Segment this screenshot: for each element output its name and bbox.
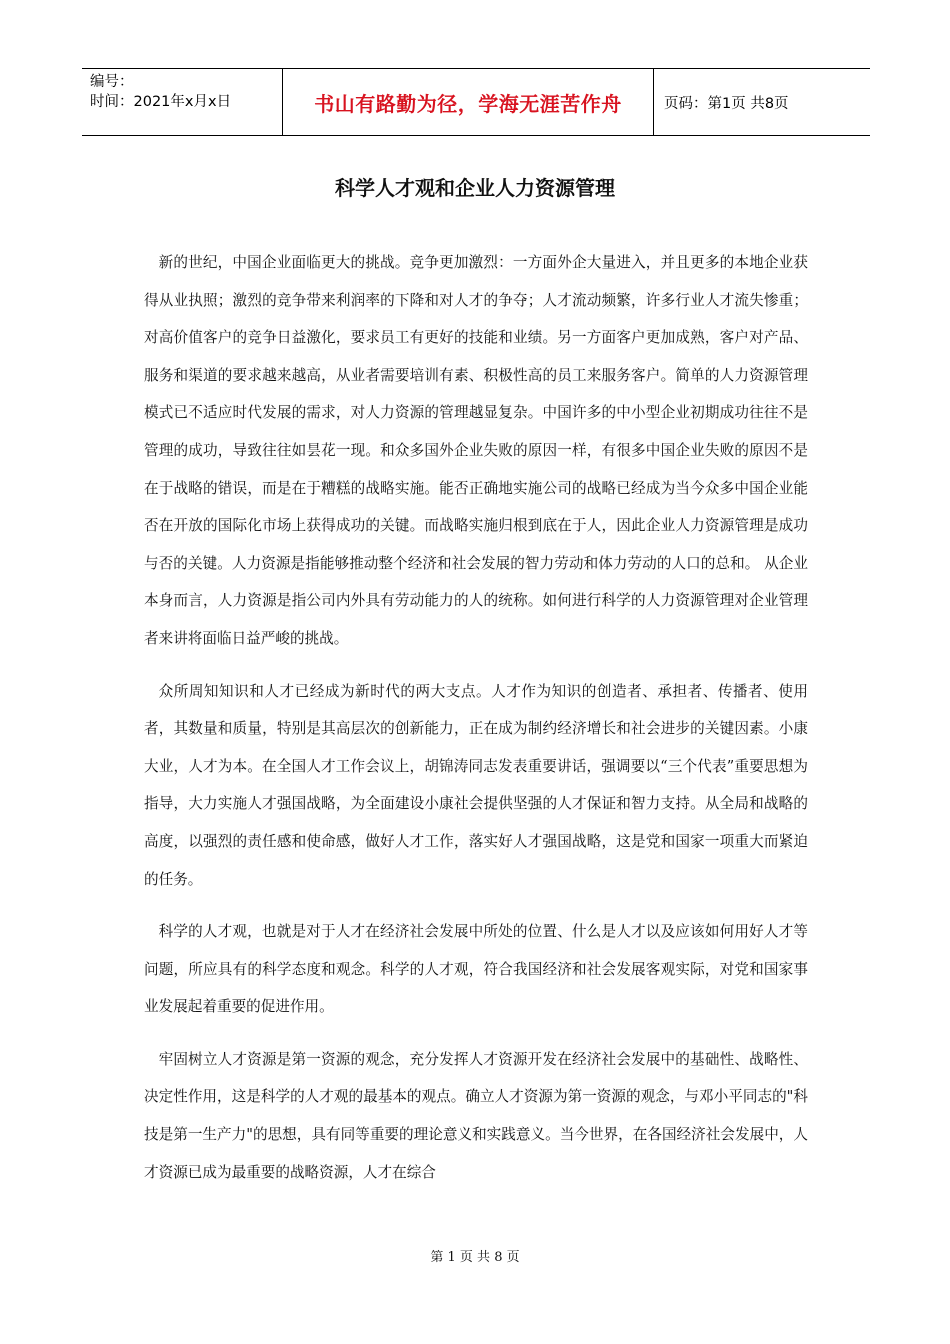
document-header <box>82 68 870 136</box>
header-motto: 书山有路勤为径，学海无涯苦作舟 <box>282 69 654 135</box>
header-page-info: 页码：第1页 共8页 <box>664 95 789 112</box>
body-paragraph: 众所周知知识和人才已经成为新时代的两大支点。人才作为知识的创造者、承担者、传播者、使用者，其数量和质量，特别是其高层次的创新能力，正在成为制约经济增长和社会进步的关键因素。小康大业，人才为本。在全国人才工作会议上，胡锦涛同志发表重要讲话，强调要以“三个代表”重要思想为指导，大力实施人才强国战略，为全面建设小康社会提供坚强的人才保证和智力支持。从全局和战略的高度，以强烈的责任感和使命感，做好人才工作，落实好人才强国战略，这是党和国家一项重大而紧迫的任务。 <box>144 682 808 888</box>
body-paragraph: 科学的人才观，也就是对于人才在经济社会发展中所处的位置、什么是人才以及应该如何用好人才等问题，所应具有的科学态度和观念。科学的人才观，符合我国经济和社会发展客观实际，对党和国家事业发展起着重要的促进作用。 <box>144 923 808 1016</box>
body-paragraph: 牢固树立人才资源是第一资源的观念，充分发挥人才资源开发在经济社会发展中的基础性、战略性、决定性作用，这是科学的人才观的最基本的观点。确立人才资源为第一资源的观念，与邓小平同志的"科技是第一生产力"的思想，具有同等重要的理论意义和实践意义。当今世界，在各国经济社会发展中，人才资源已成为最重要的战略资源，人才在综合 <box>144 1050 808 1181</box>
page-footer: 第 1 页 共 8 页 <box>430 1250 520 1265</box>
body-paragraph: 新的世纪，中国企业面临更大的挑战。竞争更加激烈：一方面外企大量进入，并且更多的本地企业获得从业执照；激烈的竞争带来利润率的下降和对人才的争夺；人才流动频繁，许多行业人才流失惨重；对高价值客户的竞争日益激化，要求员工有更好的技能和业绩。另一方面客户更加成熟，客户对产品、服务和渠道的要求越来越高，从业者需要培训有素、积极性高的员工来服务客户。简单的人力资源管理模式已不适应时代发展的需求，对人力资源的管理越显复杂。中国许多的中小型企业初期成功往往不是管理的成功，导致往往如昙花一现。和众多国外企业失败的原因一样，有很多中国企业失败的原因不是在于战略的错误，而是在于糟糕的战略实施。能否正确地实施公司的战略已经成为当今众多中国企业能否在开放的国际化市场上获得成功的关键。而战略实施归根到底在于人，因此企业人力资源管理是成功与否的关键。人力资源是指能够推动整个经济和社会发展的智力劳动和体力劳动的人口的总和。 从企业本身而言，人力资源是指公司内外具有劳动能力的人的统称。如何进行科学的人力资源管理对企业管理者来讲将面临日益严峻的挑战。 <box>144 254 808 647</box>
document-body <box>144 244 808 1206</box>
document-date: 时间：2021年x月x日 <box>90 94 232 110</box>
header-meta <box>82 69 282 135</box>
document-number-label: 编号： <box>90 74 134 90</box>
document-title: 科学人才观和企业人力资源管理 <box>335 176 615 200</box>
